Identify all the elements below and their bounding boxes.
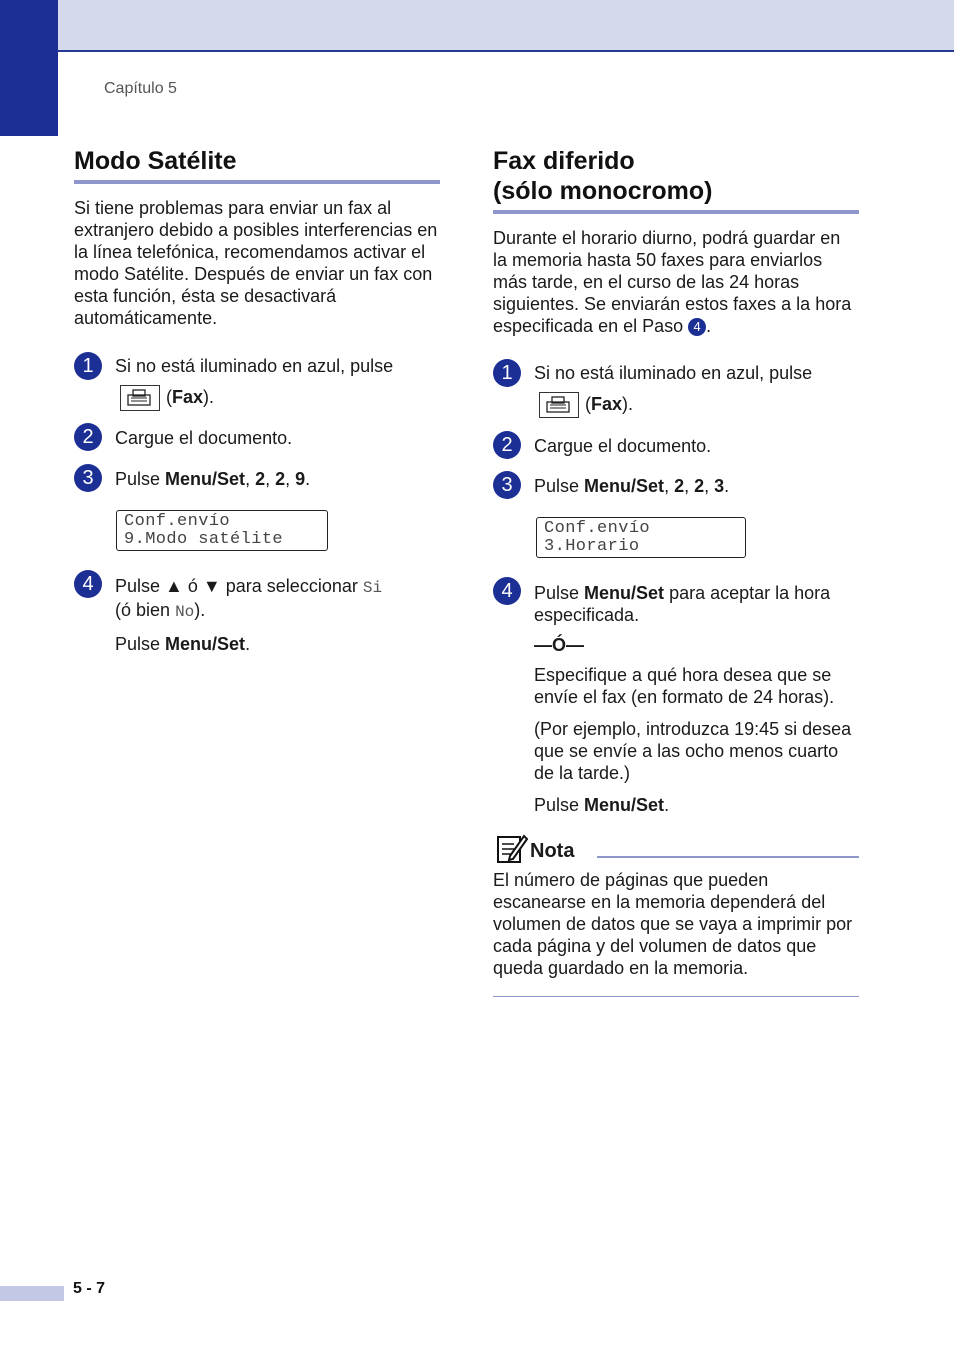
step-number: 2 <box>493 431 521 459</box>
chapter-label: Capítulo 5 <box>104 80 177 97</box>
down-arrow-icon: ▼ <box>202 576 221 596</box>
header-band <box>58 0 954 52</box>
step-text: Pulse <box>534 795 580 815</box>
page-number-bar <box>0 1286 64 1301</box>
title-line-1: Fax diferido <box>493 147 635 175</box>
step-number: 3 <box>74 464 102 492</box>
intro-paragraph: Si tiene problemas para enviar un fax al extranjero debido a posibles interferencias en la línea telefónica, recomendamos activar el modo Satélite. Después de enviar un fax con esta función, ésta se desactivará automáticamente. <box>74 198 438 328</box>
lcd-display <box>116 510 328 551</box>
menu-set-key: Menu/Set <box>584 476 665 496</box>
step-text: Si no está iluminado en azul, pulse <box>115 356 394 376</box>
fax-key-label: Fax <box>591 393 623 414</box>
step-text: Si no está iluminado en azul, pulse <box>534 363 813 383</box>
step-text: Pulse <box>115 576 161 596</box>
menu-set-key: Menu/Set <box>584 583 665 603</box>
intro-text: Durante el horario diurno, podrá guardar en la memoria hasta 50 faxes para enviarlos más tarde, en el curso de las 24 horas siguientes. Se enviarán estos faxes a la hora especificada en el Paso <box>493 228 852 336</box>
or-text: ó <box>187 576 198 596</box>
menu-set-key: Menu/Set <box>165 469 246 489</box>
title-line-2: (sólo monocromo) <box>493 177 713 205</box>
lcd-line-1: Conf.envío <box>544 519 651 538</box>
step-ref-icon: 4 <box>688 318 706 336</box>
step-text: Cargue el documento. <box>534 436 712 456</box>
menu-set-key: Menu/Set <box>165 634 246 654</box>
step-text: para aceptar la hora especificada. <box>534 583 831 625</box>
step-text: Pulse <box>115 469 161 489</box>
note-bottom-rule <box>493 996 859 997</box>
lcd-line-2: 3.Horario <box>544 537 640 556</box>
step-text: Cargue el documento. <box>115 428 293 448</box>
step-text: Especifique a qué hora desea que se envíe el fax (en formato de 24 horas). <box>534 665 835 707</box>
step-text: para seleccionar <box>225 576 358 596</box>
digit: 3 <box>714 476 725 496</box>
fax-key-icon <box>120 385 160 411</box>
digit: 9 <box>295 469 306 489</box>
digit: 2 <box>275 469 286 489</box>
or-separator: —Ó— <box>534 635 585 655</box>
step-number: 1 <box>493 359 521 387</box>
title-rule <box>493 210 859 214</box>
fax-key-icon <box>539 392 579 418</box>
step-number: 4 <box>74 570 102 598</box>
step-number: 2 <box>74 423 102 451</box>
up-arrow-icon: ▲ <box>165 576 183 596</box>
lcd-line-2: 9.Modo satélite <box>124 530 284 549</box>
section-title: Modo Satélite <box>74 147 237 175</box>
step-number: 4 <box>493 577 521 605</box>
digit: 2 <box>255 469 266 489</box>
intro-paragraph: Durante el horario diurno, podrá guardar en la memoria hasta 50 faxes para enviarlos más tarde, en el curso de las 24 horas siguientes. Se enviarán estos faxes a la hora especificada en el Paso 4 . <box>493 228 852 336</box>
option-si: Si <box>362 579 383 597</box>
lcd-line-1: Conf.envío <box>124 512 231 531</box>
page-number: 5 - 7 <box>73 1280 106 1297</box>
section-title <box>493 146 712 206</box>
option-no: No <box>175 603 195 621</box>
note-title: Nota <box>530 840 575 862</box>
fax-key-label: Fax <box>172 386 204 407</box>
lcd-display <box>536 517 746 558</box>
step-text: Pulse <box>115 634 161 654</box>
digit: 2 <box>694 476 705 496</box>
note-rule <box>597 856 859 858</box>
step-number: 1 <box>74 352 102 380</box>
step-number: 3 <box>493 471 521 499</box>
digit: 2 <box>674 476 685 496</box>
note-icon <box>496 832 528 869</box>
example-text: (Por ejemplo, introduzca 19:45 si desea que se envíe a las ocho menos cuarto de la tarde.) <box>534 719 852 783</box>
title-rule <box>74 180 440 184</box>
step-text: Pulse <box>534 583 580 603</box>
chapter-tab <box>0 0 58 136</box>
step-text: (ó bien <box>115 600 171 620</box>
step-text: Pulse <box>534 476 580 496</box>
note-text: El número de páginas que pueden escanearse en la memoria dependerá del volumen de datos que se vaya a imprimir por cada página y del volumen de datos que queda guardado en la memoria. <box>493 870 853 978</box>
menu-set-key: Menu/Set <box>584 795 665 815</box>
